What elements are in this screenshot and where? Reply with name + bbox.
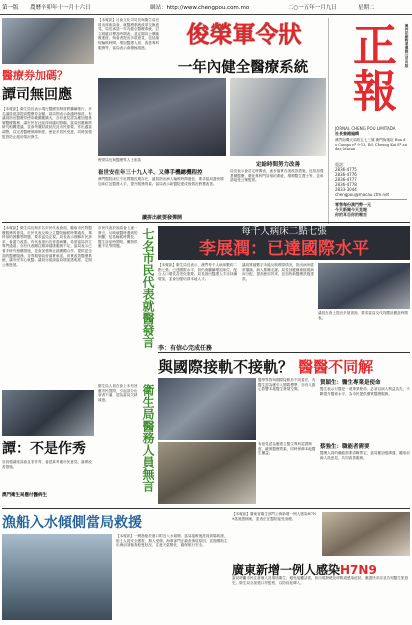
website[interactable]: 網站：http://www.chengpou.com.mo (150, 5, 250, 11)
left-bottom-headline: 譚：不是作秀 (2, 441, 86, 457)
page-number: 第一版 (2, 5, 19, 11)
mid-headline: 李展潤：已達國際水平 (199, 239, 369, 259)
second-side-1-box: 賀穎生：醫生專業是使命 醫生表示行醫是一項專業使命，必須以病人利益為先，不斷提升醫術水平，為市民提供優質醫療服務。 (320, 380, 410, 396)
lead-related: 讀拼出統要發彈開 (141, 215, 182, 221)
mid-photo (318, 263, 410, 309)
phone-3: 2836-4777 (335, 177, 357, 182)
vertical-story-2: 衛生局醫務人員無言 衛生局人員在會上未有回應市民提問，引起部分出席者不滿，認為當局欠缺誠意。 (98, 384, 154, 504)
masthead-sub-2: JORNAL CHENG POU LIMITADA (335, 126, 396, 131)
lead-sub-2: 定給時間努力改善 局長表示會訂定時間表，逐步落實各項改善措施，包括加強基層醫療、優化專科門診預約系統、增聘醫生護士等，並承諾接受公眾監督。 (230, 160, 326, 216)
mid-headline-box (158, 238, 410, 260)
second-side-1: 賀穎生：醫生專業是使命 (320, 380, 381, 386)
second-headline: 與國際接軌不接軌？ (158, 358, 294, 376)
second-headline-box (158, 356, 410, 374)
vertical-headline: 七名市民代表就醫發言 (141, 228, 155, 348)
left-body: 【本報訊】衛生局長與多名市民代表會面，聽取市民對醫療服務的意見。市民代表反映公立醫院輪候時間過長、專科預約困難等問題，要求當局正視。局長表示理解市民訴求，會盡力改善。有代表指出長者看病難，希望當局設立專門通道；亦有代表關注精神健康服務不足。當局表示已著手研究相關措施，並會加強與社區團體合作，提供更全面的醫療服務。各界期望政府落實承諾，切實改善醫療系統，讓市民安心就醫。議員亦促請當局增加透明度，定期公佈進展。 (2, 226, 92, 267)
lead-photo-2 (230, 78, 326, 156)
masthead-title: 正報 (345, 22, 396, 114)
divider-3 (2, 508, 410, 509)
masthead: 正報 澳門印刷物業傳媒公司出版 JORNAL CHENG POU LIMITADA 社長兼總編輯 澳門南灣大馬路五七三號 澳門街地址 Rua do Campo nº 9-13, Ed. Cheung Kai 8º andar, Macau 電話： 2836-4775 2836-4776 2836-4777 2836-4778 2833-3044 chengpou@macau.ctm.net 零售每份澳門幣一元 今天新聞今天見報 你的耳目你的喉舌 (328, 18, 411, 224)
divider-2 (158, 352, 410, 353)
left-story-headline-red: 醫療券加碼？ (2, 69, 68, 82)
second-headline-red: 醫醫不同解 (298, 358, 374, 376)
vertical-headline-2: 衛生局醫務人員無言 (141, 384, 155, 492)
lead-caption-3: 定給時間努力改善 (255, 162, 300, 168)
left-bottom-photo (2, 390, 94, 436)
lead-caption-2: 崔世安在年三十九人半、又傳手機總機程控 (98, 170, 203, 176)
phone-label: 電話 (335, 162, 343, 167)
divider (2, 222, 410, 223)
vertical-story: 七名市民代表就醫發言 市民代表於座談會上逐一發言，反映就醫時遇到的困難，包括輪候時間長、醫生診症時間短、藥物供應不足等問題。 (98, 226, 154, 378)
bottom-left-headline: 漁船入水傾側當局救援 (2, 515, 142, 531)
second-body-1: 醫學界對與國際接軌有不同看法，有醫生認為應引入國際標準，亦有人擔心影響本地醫生發展空間。 (258, 378, 316, 392)
second-side-2-box: 蔡強生：職能者需要 醫療人員的職能需要清晰界定，當局應加強溝通，聽取前線人員意見，共同改善服務。 (320, 444, 410, 460)
top-bar (0, 0, 412, 15)
bottom-left-story: 漁船入水傾側當局救援 【本報訊】一艘漁船於港口附近入水傾側，當局接報後派員到場救援，船上人員安全獲救，無人受傷。海事部門正調查事故原因，並提醒船主出海前須檢查船隻狀況，注意天氣變化，確保航行安全。 (2, 512, 228, 622)
lead-headline: 一年內健全醫療系統 (177, 60, 309, 76)
mid-subhead: 李：有信心完成任務 (158, 345, 213, 352)
phone-4: 2836-4778 (335, 182, 357, 187)
lead-kicker: 俊榮軍令狀 (186, 22, 302, 48)
bottom-right-story: 【本報訊】廣東省衛生部門公佈新增一例人感染H7N9禽流感個案，患者正在醫院接受治療。 廣東新增一例人感染H7N9 當局呼籲市民注意個人及環境衛生，避免接觸活禽，如出現發燒及呼吸道感染症狀，應盡快求診並告知醫生旅遊史。衛生局亦加強口岸監察，以防疫症傳入。 (232, 512, 409, 585)
slogan-2: 你的耳目你的喉舌 (335, 212, 367, 217)
mid-banner: 每千人病床二點七張 (158, 226, 410, 238)
left-story-photo (2, 18, 94, 64)
second-photo (158, 378, 256, 440)
bottom-right-tag: H7N9 (340, 563, 377, 577)
lead-caption-1: 俊榮局長與醫療界人士座談 (98, 158, 142, 162)
mid-body-1: 【本報訊】衛生局長表示，澳門每千人病床數約二點七張，已達國際水平，但仍會繼續增加床位，配合人口增長及老化需要。局長指出醫護人手亦持續增加，並會加強培訓本地人才。 (158, 263, 238, 281)
bottom-right-photo (322, 512, 410, 556)
second-photo-2 (158, 442, 256, 504)
bottom-left-photo (2, 534, 112, 620)
email[interactable]: chengpou@macau.ctm.net (335, 192, 390, 197)
price: 零售每份澳門幣一元 (335, 199, 407, 207)
masthead-sub-3: 社長兼總編輯 (335, 131, 359, 136)
left-story-headline: 譚司無回應 (2, 87, 72, 103)
mid-body-3: 議員在會上提出多項查詢，要求當局交代具體計劃及時間表。 (318, 311, 408, 320)
left-story: 醫療券加碼？ 譚司無回應 【本報訊】衛生局長表示現行醫療券制度將繼續推行，多名議員促請提高醫療券金額，當局則表示會適時檢討。有議員指出醫療券使用範圍應擴大，亦有意見認為應加強基層醫療服務，讓市民在社區得到適切照顧。當局回應稱將研究相關建議，並會考慮財政狀況及市民需要，作出適當調整，以完善醫療保障制度，使更多居民受惠，同時加強監管防止濫用情況發生。 (2, 18, 94, 218)
mid-body-2: 議員質疑數字未能反映實際情況，指出病房經常爆滿，病人要睡走廊。局長回應稱會檢視病床分配，提高使用效率，並加快新醫療設施建設。 (242, 263, 314, 281)
fax-number: 2833-3044 (335, 187, 357, 192)
lunar-date: 農曆辛卯年十一月十六日 (30, 5, 91, 11)
slogan-1: 今天新聞今天見報 (335, 207, 367, 212)
lead-photo (98, 78, 226, 156)
left-bottom-caption: 澳門衛生局應付醫病生 (2, 493, 47, 498)
bottom-right-headline: 廣東新增一例人感染 (232, 563, 341, 577)
gregorian-date: 二○一五年一月九日 (288, 5, 337, 11)
weekday: 星期二 (358, 5, 375, 11)
phone-1: 2836-4775 (335, 167, 357, 172)
left-bottom-story: 譚：不是作秀 官員強調座談會並非作秀，會認真考慮市民意見，落實改善措施。 澳門衛生局應付醫病生 (2, 390, 94, 502)
second-side-2: 蔡強生：職能者需要 (320, 444, 370, 450)
lead-sub: 崔世安在年三十九人半、又傳手機總機程控 澳門醫院床位不足問題長期存在，議員指出病人輪候時間過長，要求當局盡快增加床位及醫護人手，提升服務質素。當局表示新醫院建成後情況將獲改善。 (98, 168, 226, 214)
lead-kicker-box (162, 20, 326, 56)
masthead-sub-1: 澳門印刷物業傳媒公司出版 (405, 24, 409, 68)
second-body-2: 有意見認為應建立醫生專科認證制度，確保醫療質素，同時保障本地醫生權益。 (258, 442, 316, 456)
phone-2: 2836-4776 (335, 172, 357, 177)
lead-body-col-1: 【本報訊】社會文化司司長與衛生局官員出席座談會，就醫療系統改革交換意見。局長承諾一年內健全醫療系統，訂立明確目標及時間表，並定期向公眾匯報進度。與會者提出多項意見，包括縮短輪候時間、增加醫護人員、改善專科服務等，當局表示會積極跟進。 (98, 18, 160, 50)
